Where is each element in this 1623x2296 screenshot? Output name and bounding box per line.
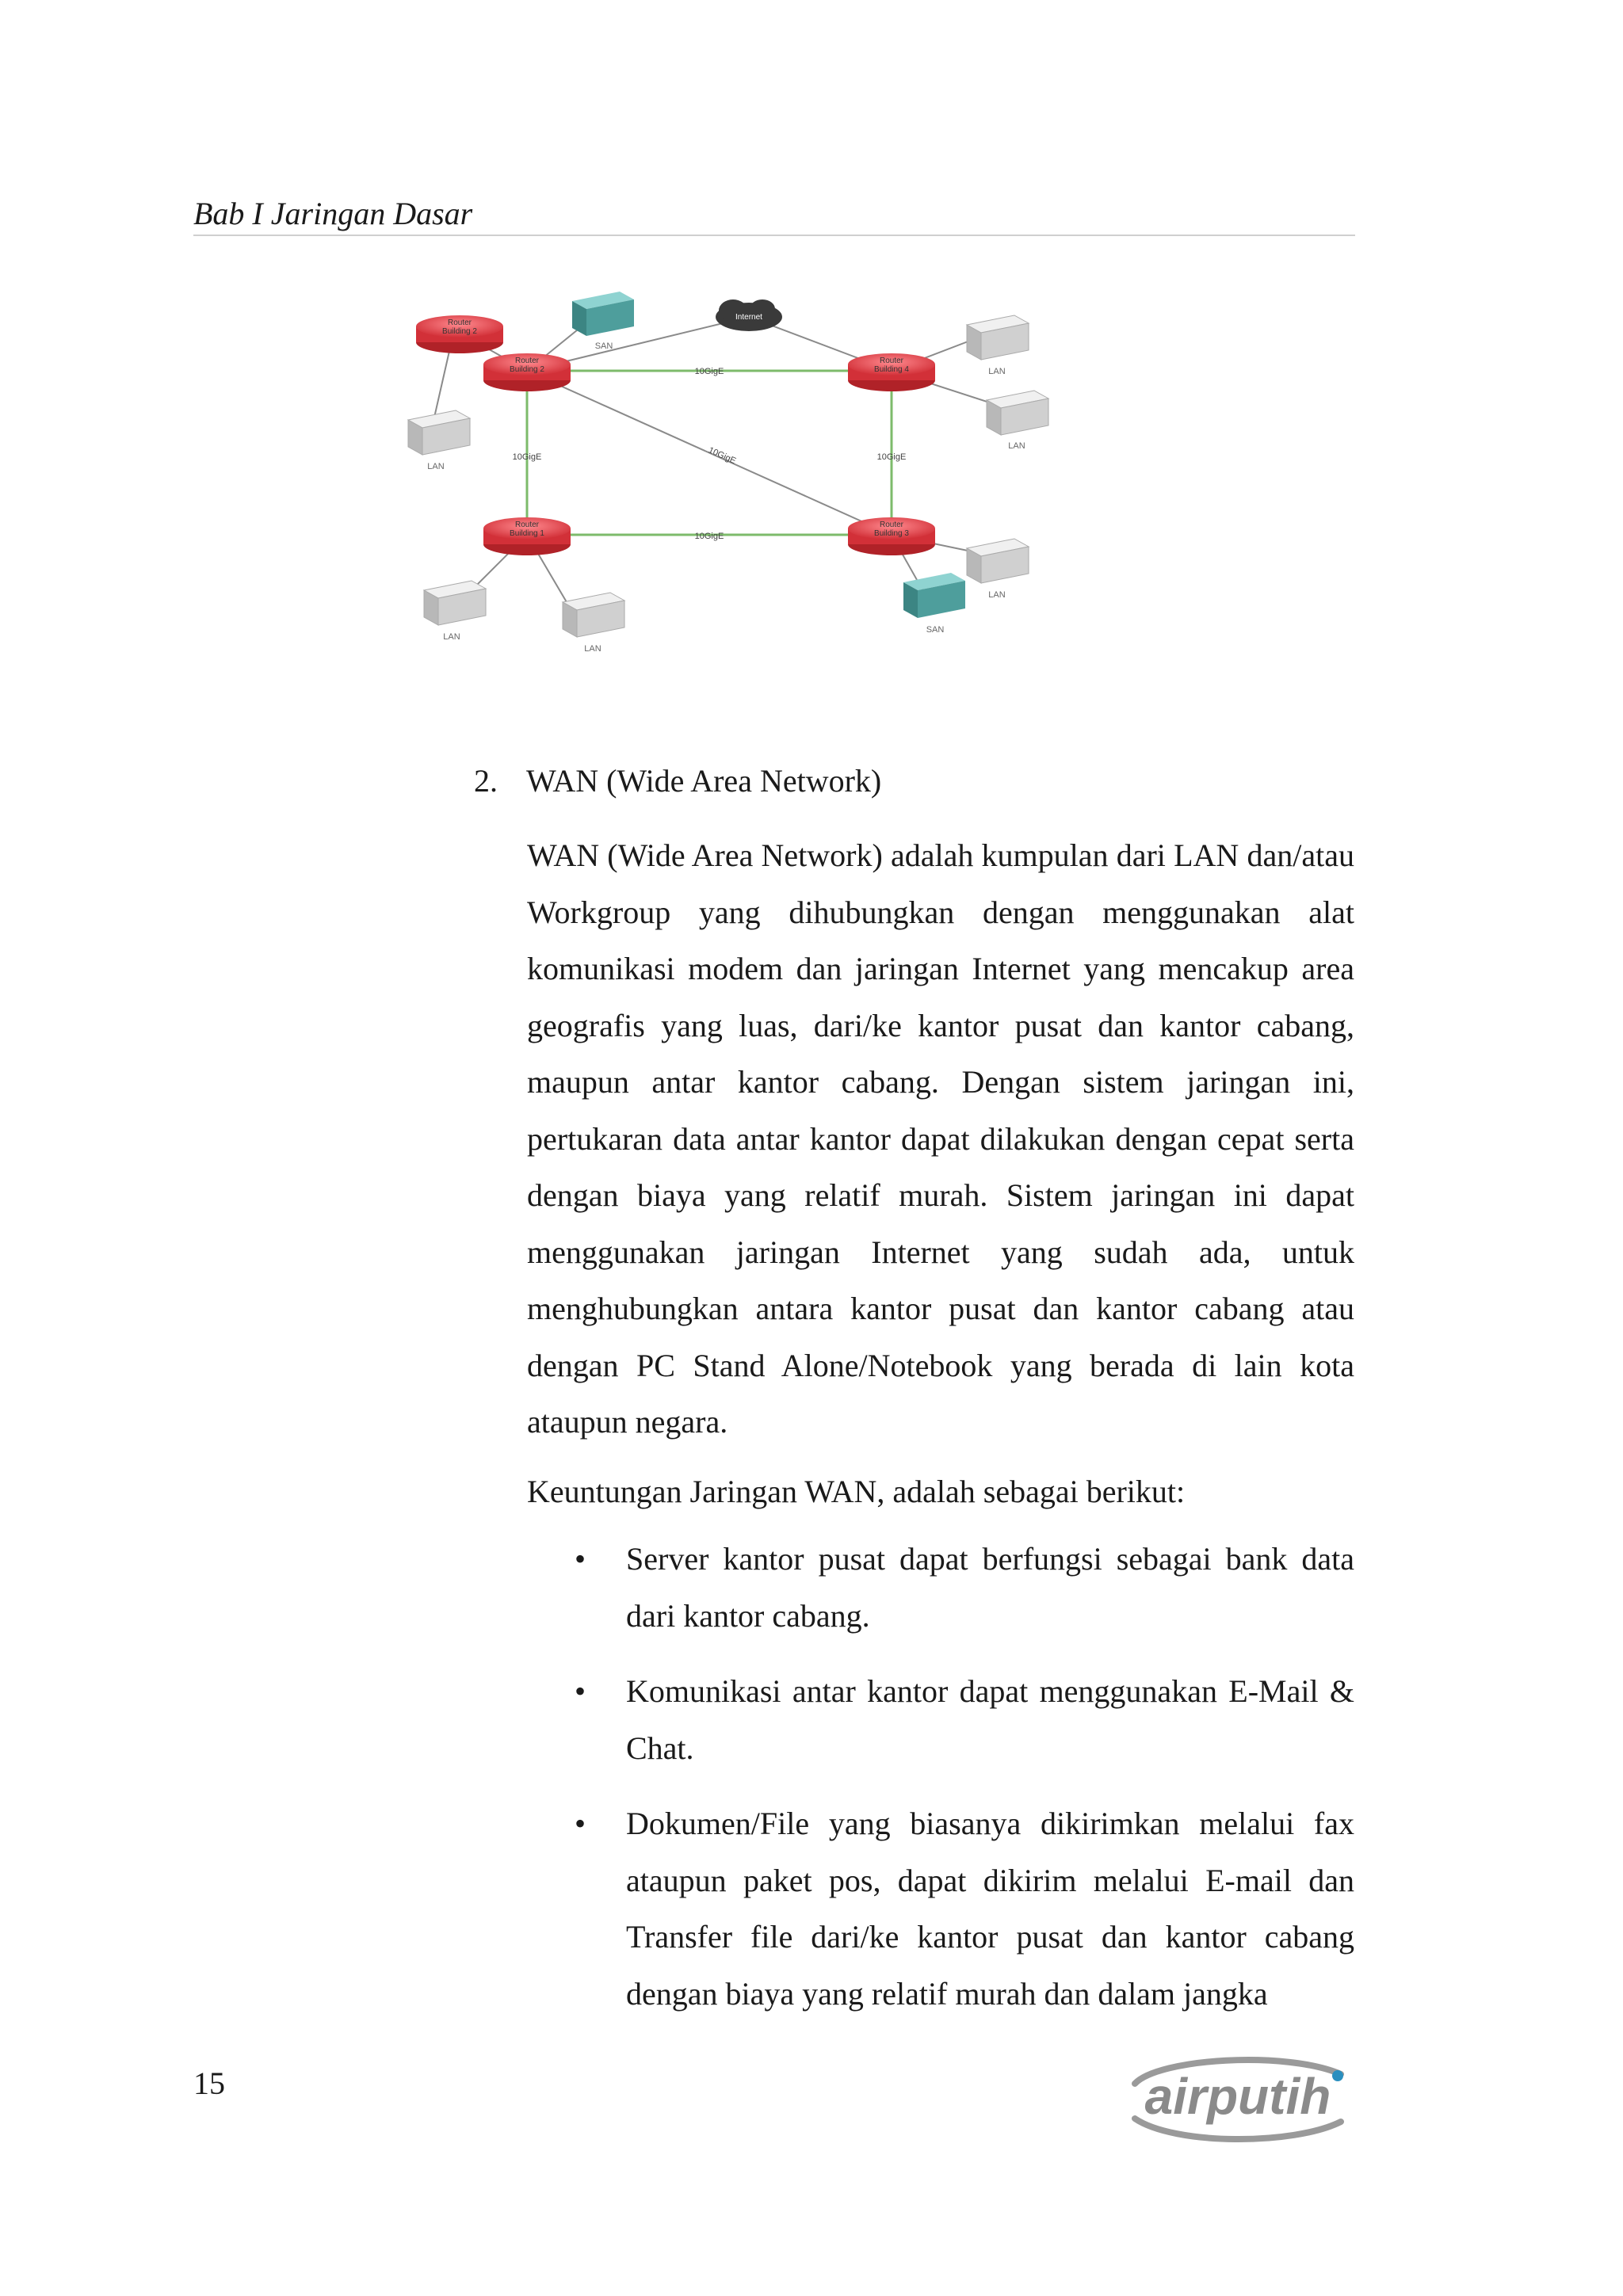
router-label: Building 3 — [874, 529, 909, 538]
lan-device-bottom-mid — [563, 593, 624, 654]
link-label-right: 10GigE — [876, 452, 907, 462]
router-label: Building 2 — [442, 327, 477, 336]
lan-label-right-1: LAN — [988, 367, 1006, 376]
internet-cloud — [716, 299, 782, 331]
body-text — [527, 827, 1354, 2041]
bullet-icon: • — [575, 1673, 586, 1709]
router-label: Building 2 — [510, 365, 544, 374]
san-device-bottom — [903, 573, 965, 635]
router-label: Building 4 — [874, 365, 909, 374]
lan-label-right-2: LAN — [1008, 441, 1025, 451]
wan-paragraph: WAN (Wide Area Network) adalah kumpulan dari LAN dan/atau Workgroup yang dihubungkan dengan menggunakan alat komunikasi modem dan jaringan Internet yang mencakup area geografis yang luas, dari/ke kantor pusat dan kantor cabang, maupun antar kantor cabang. Dengan sistem jaringan ini, pertukaran data antar kantor dapat dilakukan dengan cepat serta dengan biaya yang relatif murah. Sistem jaringan ini dapat menggunakan jaringan Internet yang sudah ada, untuk menghubungkan antara kantor pusat dan kantor cabang atau dengan PC Stand Alone/Notebook yang berada di lain kota ataupun negara. — [527, 837, 1354, 1440]
list-item-text: Komunikasi antar kantor dapat menggunakan E-Mail & Chat. — [626, 1673, 1354, 1766]
router-building-1 — [483, 517, 571, 555]
logo-text: airputih — [1144, 2068, 1331, 2125]
advantages-intro: Keuntungan Jaringan WAN, adalah sebagai berikut: — [527, 1473, 1186, 1509]
page-number: 15 — [193, 2065, 225, 2101]
san-label-top: SAN — [594, 341, 613, 351]
section-number: 2. — [474, 763, 498, 799]
router-building-2-upper — [416, 315, 503, 353]
router-label: Router — [514, 357, 540, 365]
lan-device-bottom-left — [424, 581, 486, 642]
lan-label-left: LAN — [427, 462, 445, 471]
san-device-top — [572, 292, 634, 351]
network-diagram — [396, 269, 1109, 681]
lan-device-left — [408, 410, 470, 471]
router-label: Router — [879, 357, 904, 365]
router-label: Router — [879, 521, 904, 529]
lan-label-bottom-right: LAN — [988, 590, 1006, 600]
network-diagram-svg — [396, 269, 1109, 681]
san-label-bottom: SAN — [926, 625, 945, 635]
section-heading — [474, 761, 881, 802]
lan-device-right-2 — [987, 391, 1048, 451]
airputih-logo — [1103, 2042, 1373, 2153]
router-label: Router — [514, 521, 540, 529]
list-item — [527, 1795, 1354, 2022]
router-building-4 — [848, 353, 935, 391]
advantages-list — [527, 1531, 1354, 2022]
link-label-top: 10GigE — [694, 367, 724, 376]
lan-label-bottom-mid: LAN — [584, 644, 601, 654]
router-building-3 — [848, 517, 935, 555]
list-item-text: Server kantor pusat dapat berfungsi sebagai bank data dari kantor cabang. — [626, 1541, 1354, 1634]
link-label-bottom: 10GigE — [694, 532, 724, 541]
router-label: Building 1 — [510, 529, 544, 538]
list-item-text: Dokumen/File yang biasanya dikirimkan melalui fax ataupun paket pos, dapat dikirim melalui E-mail dan Transfer file dari/ke kantor pusat dan kantor cabang dengan biaya yang relatif murah dan dalam jangka — [626, 1806, 1354, 2012]
lan-device-bottom-right — [967, 539, 1029, 600]
section-title: WAN (Wide Area Network) — [526, 763, 882, 799]
bullet-icon: • — [575, 1806, 586, 1841]
link-label-diagonal: 10GigE — [707, 445, 738, 467]
router-label: Router — [447, 318, 472, 327]
bullet-icon: • — [575, 1541, 586, 1577]
lan-device-right-1 — [967, 315, 1029, 376]
running-header: Bab I Jaringan Dasar — [193, 193, 1355, 236]
lan-label-bottom-left: LAN — [443, 632, 460, 642]
cloud-label: Internet — [735, 313, 762, 322]
list-item — [527, 1663, 1354, 1776]
list-item — [527, 1531, 1354, 1644]
router-building-2 — [483, 353, 571, 391]
link-label-left: 10GigE — [512, 452, 542, 462]
